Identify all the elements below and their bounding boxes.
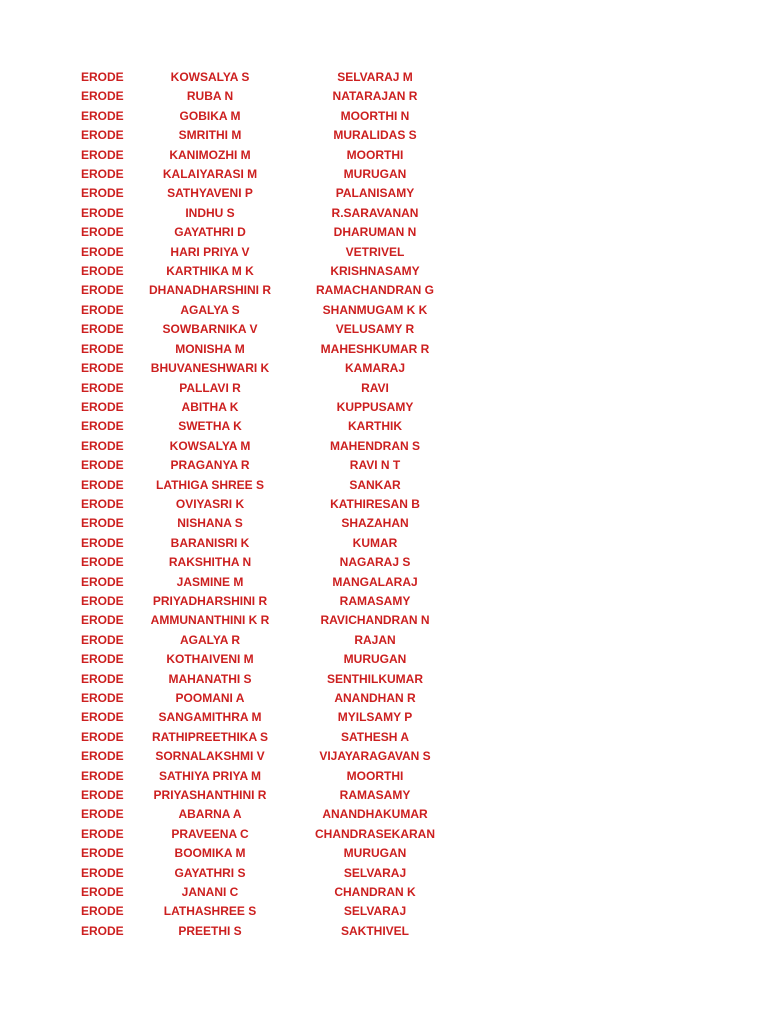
student-name-cell: GAYATHRI S bbox=[174, 865, 246, 880]
parent-name-cell: KUMAR bbox=[352, 535, 398, 550]
parent-name-cell: ANANDHAN R bbox=[334, 691, 416, 705]
student-name-cell: RAKSHITHA N bbox=[168, 555, 252, 570]
parent-name-cell: RAVICHANDRAN N bbox=[320, 613, 430, 628]
table-row bbox=[0, 281, 768, 300]
table-row bbox=[0, 864, 768, 883]
table-row bbox=[0, 825, 768, 844]
district-cell: ERODE bbox=[81, 865, 124, 880]
table-row bbox=[0, 126, 768, 145]
district-cell: ERODE bbox=[81, 788, 124, 803]
student-name-cell: PRAGANYA R bbox=[170, 458, 250, 473]
parent-name-cell: KRISHNASAMY bbox=[330, 264, 420, 279]
parent-name-cell: CHANDRAN K bbox=[334, 885, 416, 900]
district-cell: ERODE bbox=[81, 807, 124, 822]
parent-name-cell: SAKTHIVEL bbox=[340, 923, 410, 938]
parent-name-cell: MAHENDRAN S bbox=[330, 438, 420, 453]
parent-name-cell: SATHESH A bbox=[340, 729, 410, 744]
names-table bbox=[0, 68, 768, 941]
district-cell: ERODE bbox=[81, 399, 124, 414]
parent-name-cell: VIJAYARAGAVAN S bbox=[319, 749, 431, 764]
district-cell: ERODE bbox=[81, 749, 124, 764]
table-row bbox=[0, 262, 768, 281]
table-row bbox=[0, 107, 768, 126]
parent-name-cell: RAMACHANDRAN G bbox=[316, 283, 434, 298]
district-cell: ERODE bbox=[81, 264, 124, 279]
table-row bbox=[0, 68, 768, 87]
district-cell: ERODE bbox=[81, 593, 124, 608]
district-cell: ERODE bbox=[81, 70, 124, 84]
student-name-cell: BOOMIKA M bbox=[174, 846, 246, 861]
parent-name-cell: MANGALARAJ bbox=[332, 574, 418, 589]
district-cell: ERODE bbox=[81, 361, 124, 376]
parent-name-cell: SELVARAJ bbox=[343, 904, 407, 919]
student-name-cell: MONISHA M bbox=[175, 341, 245, 356]
table-row bbox=[0, 767, 768, 786]
student-name-cell: GAYATHRI D bbox=[174, 225, 246, 240]
parent-name-cell: KUPPUSAMY bbox=[336, 399, 414, 414]
district-cell: ERODE bbox=[81, 380, 124, 395]
parent-name-cell: KAMARAJ bbox=[345, 361, 405, 376]
district-cell: ERODE bbox=[81, 885, 124, 900]
parent-name-cell: CHANDRASEKARAN bbox=[315, 826, 435, 841]
table-row bbox=[0, 398, 768, 417]
student-name-cell: AMMUNANTHINI K R bbox=[150, 613, 270, 628]
student-name-cell: LATHASHREE S bbox=[163, 904, 257, 919]
table-row bbox=[0, 456, 768, 475]
district-cell: ERODE bbox=[81, 128, 124, 143]
table-row bbox=[0, 708, 768, 727]
parent-name-cell: NATARAJAN R bbox=[332, 89, 418, 104]
district-cell: ERODE bbox=[81, 710, 124, 725]
district-cell: ERODE bbox=[81, 691, 124, 705]
parent-name-cell: KATHIRESAN B bbox=[330, 496, 420, 511]
parent-name-cell: MOORTHI N bbox=[340, 108, 410, 123]
student-name-cell: SATHYAVENI P bbox=[167, 186, 253, 201]
table-row bbox=[0, 844, 768, 863]
student-name-cell: AGALYA S bbox=[180, 302, 240, 317]
student-name-cell: MAHANATHI S bbox=[168, 671, 252, 686]
student-name-cell: SORNALAKSHMI V bbox=[155, 749, 265, 764]
parent-name-cell: VETRIVEL bbox=[345, 244, 405, 259]
table-row bbox=[0, 553, 768, 572]
district-cell: ERODE bbox=[81, 496, 124, 511]
table-row bbox=[0, 631, 768, 650]
student-name-cell: BARANISRI K bbox=[170, 535, 250, 550]
parent-name-cell: NAGARAJ S bbox=[339, 555, 411, 570]
student-name-cell: BHUVANESHWARI K bbox=[150, 361, 270, 376]
student-name-cell: SATHIYA PRIYA M bbox=[158, 768, 262, 783]
table-row bbox=[0, 689, 768, 708]
student-name-cell: PRIYASHANTHINI R bbox=[153, 788, 267, 803]
parent-name-cell: MYILSAMY P bbox=[337, 710, 413, 725]
parent-name-cell: VELUSAMY R bbox=[335, 322, 415, 337]
student-name-cell: HARI PRIYA V bbox=[170, 244, 250, 259]
parent-name-cell: RAMASAMY bbox=[339, 788, 411, 803]
parent-name-cell: SHANMUGAM K K bbox=[322, 302, 428, 317]
student-name-cell: KARTHIKA M K bbox=[166, 264, 254, 279]
student-name-cell: LATHIGA SHREE S bbox=[155, 477, 265, 492]
student-name-cell: PALLAVI R bbox=[179, 380, 241, 395]
table-row bbox=[0, 417, 768, 436]
district-cell: ERODE bbox=[81, 205, 124, 220]
parent-name-cell: RAMASAMY bbox=[339, 593, 411, 608]
table-row bbox=[0, 922, 768, 941]
district-cell: ERODE bbox=[81, 438, 124, 453]
parent-name-cell: SELVARAJ bbox=[343, 865, 407, 880]
parent-name-cell: MURUGAN bbox=[343, 652, 407, 667]
district-cell: ERODE bbox=[81, 923, 124, 938]
parent-name-cell: KARTHIK bbox=[348, 419, 402, 434]
table-row bbox=[0, 495, 768, 514]
table-row bbox=[0, 184, 768, 203]
student-name-cell: PREETHI S bbox=[178, 923, 242, 938]
district-cell: ERODE bbox=[81, 652, 124, 667]
student-name-cell: ABARNA A bbox=[178, 807, 242, 822]
district-cell: ERODE bbox=[81, 244, 124, 259]
parent-name-cell: RAVI N T bbox=[349, 458, 401, 473]
district-cell: ERODE bbox=[81, 477, 124, 492]
parent-name-cell: R.SARAVANAN bbox=[331, 205, 419, 220]
parent-name-cell: MOORTHI bbox=[346, 768, 404, 783]
table-row bbox=[0, 437, 768, 456]
district-cell: ERODE bbox=[81, 535, 124, 550]
table-row bbox=[0, 204, 768, 223]
parent-name-cell: SELVARAJ M bbox=[337, 70, 413, 84]
district-cell: ERODE bbox=[81, 458, 124, 473]
student-name-cell: PRAVEENA C bbox=[171, 826, 249, 841]
table-row bbox=[0, 805, 768, 824]
district-cell: ERODE bbox=[81, 302, 124, 317]
student-name-cell: SOWBARNIKA V bbox=[162, 322, 258, 337]
district-cell: ERODE bbox=[81, 516, 124, 531]
student-name-cell: JASMINE M bbox=[176, 574, 244, 589]
student-name-cell: KOWSALYA M bbox=[169, 438, 251, 453]
student-name-cell: INDHU S bbox=[185, 205, 235, 220]
student-name-cell: PRIYADHARSHINI R bbox=[152, 593, 268, 608]
district-cell: ERODE bbox=[81, 632, 124, 647]
district-cell: ERODE bbox=[81, 826, 124, 841]
district-cell: ERODE bbox=[81, 574, 124, 589]
parent-name-cell: MOORTHI bbox=[346, 147, 404, 162]
district-cell: ERODE bbox=[81, 108, 124, 123]
table-row bbox=[0, 243, 768, 262]
parent-name-cell: SHAZAHAN bbox=[341, 516, 409, 531]
parent-name-cell: RAJAN bbox=[354, 632, 396, 647]
district-cell: ERODE bbox=[81, 671, 124, 686]
table-row bbox=[0, 902, 768, 921]
district-cell: ERODE bbox=[81, 341, 124, 356]
table-row bbox=[0, 476, 768, 495]
district-cell: ERODE bbox=[81, 555, 124, 570]
student-name-cell: OVIYASRI K bbox=[175, 496, 245, 511]
parent-name-cell: MURALIDAS S bbox=[333, 128, 417, 143]
table-row bbox=[0, 320, 768, 339]
student-name-cell: KOWSALYA S bbox=[170, 70, 250, 84]
district-cell: ERODE bbox=[81, 283, 124, 298]
table-row bbox=[0, 883, 768, 902]
district-cell: ERODE bbox=[81, 419, 124, 434]
table-row bbox=[0, 611, 768, 630]
table-row bbox=[0, 223, 768, 242]
table-row bbox=[0, 301, 768, 320]
parent-name-cell: MURUGAN bbox=[343, 846, 407, 861]
student-name-cell: KOTHAIVENI M bbox=[166, 652, 254, 667]
student-name-cell: JANANI C bbox=[181, 885, 239, 900]
table-row bbox=[0, 592, 768, 611]
parent-name-cell: MURUGAN bbox=[343, 167, 407, 182]
table-row bbox=[0, 340, 768, 359]
parent-name-cell: DHARUMAN N bbox=[333, 225, 417, 240]
student-name-cell: AGALYA R bbox=[179, 632, 241, 647]
student-name-cell: SANGAMITHRA M bbox=[158, 710, 262, 725]
parent-name-cell: SANKAR bbox=[349, 477, 401, 492]
table-row bbox=[0, 670, 768, 689]
student-name-cell: DHANADHARSHINI R bbox=[149, 283, 271, 298]
parent-name-cell: PALANISAMY bbox=[335, 186, 415, 201]
district-cell: ERODE bbox=[81, 904, 124, 919]
table-row bbox=[0, 87, 768, 106]
district-cell: ERODE bbox=[81, 768, 124, 783]
student-name-cell: POOMANI A bbox=[175, 691, 245, 705]
district-cell: ERODE bbox=[81, 729, 124, 744]
district-cell: ERODE bbox=[81, 89, 124, 104]
district-cell: ERODE bbox=[81, 225, 124, 240]
parent-name-cell: RAVI bbox=[361, 380, 389, 395]
student-name-cell: GOBIKA M bbox=[179, 108, 241, 123]
district-cell: ERODE bbox=[81, 186, 124, 201]
table-row bbox=[0, 786, 768, 805]
district-cell: ERODE bbox=[81, 846, 124, 861]
district-cell: ERODE bbox=[81, 613, 124, 628]
student-name-cell: ABITHA K bbox=[181, 399, 239, 414]
table-row bbox=[0, 728, 768, 747]
parent-name-cell: ANANDHAKUMAR bbox=[322, 807, 428, 822]
student-name-cell: RATHIPREETHIKA S bbox=[151, 729, 269, 744]
parent-name-cell: MAHESHKUMAR R bbox=[320, 341, 430, 356]
table-row bbox=[0, 747, 768, 766]
table-row bbox=[0, 650, 768, 669]
table-row bbox=[0, 146, 768, 165]
table-row bbox=[0, 359, 768, 378]
student-name-cell: SWETHA K bbox=[178, 419, 242, 434]
table-row bbox=[0, 573, 768, 592]
district-cell: ERODE bbox=[81, 322, 124, 337]
district-cell: ERODE bbox=[81, 167, 124, 182]
student-name-cell: KALAIYARASI M bbox=[162, 167, 258, 182]
table-row bbox=[0, 514, 768, 533]
student-name-cell: RUBA N bbox=[186, 89, 234, 104]
table-row bbox=[0, 165, 768, 184]
table-row bbox=[0, 534, 768, 553]
table-row bbox=[0, 379, 768, 398]
district-cell: ERODE bbox=[81, 147, 124, 162]
student-name-cell: KANIMOZHI M bbox=[169, 147, 251, 162]
student-name-cell: NISHANA S bbox=[177, 516, 243, 531]
parent-name-cell: SENTHILKUMAR bbox=[327, 671, 423, 686]
student-name-cell: SMRITHI M bbox=[178, 128, 242, 143]
